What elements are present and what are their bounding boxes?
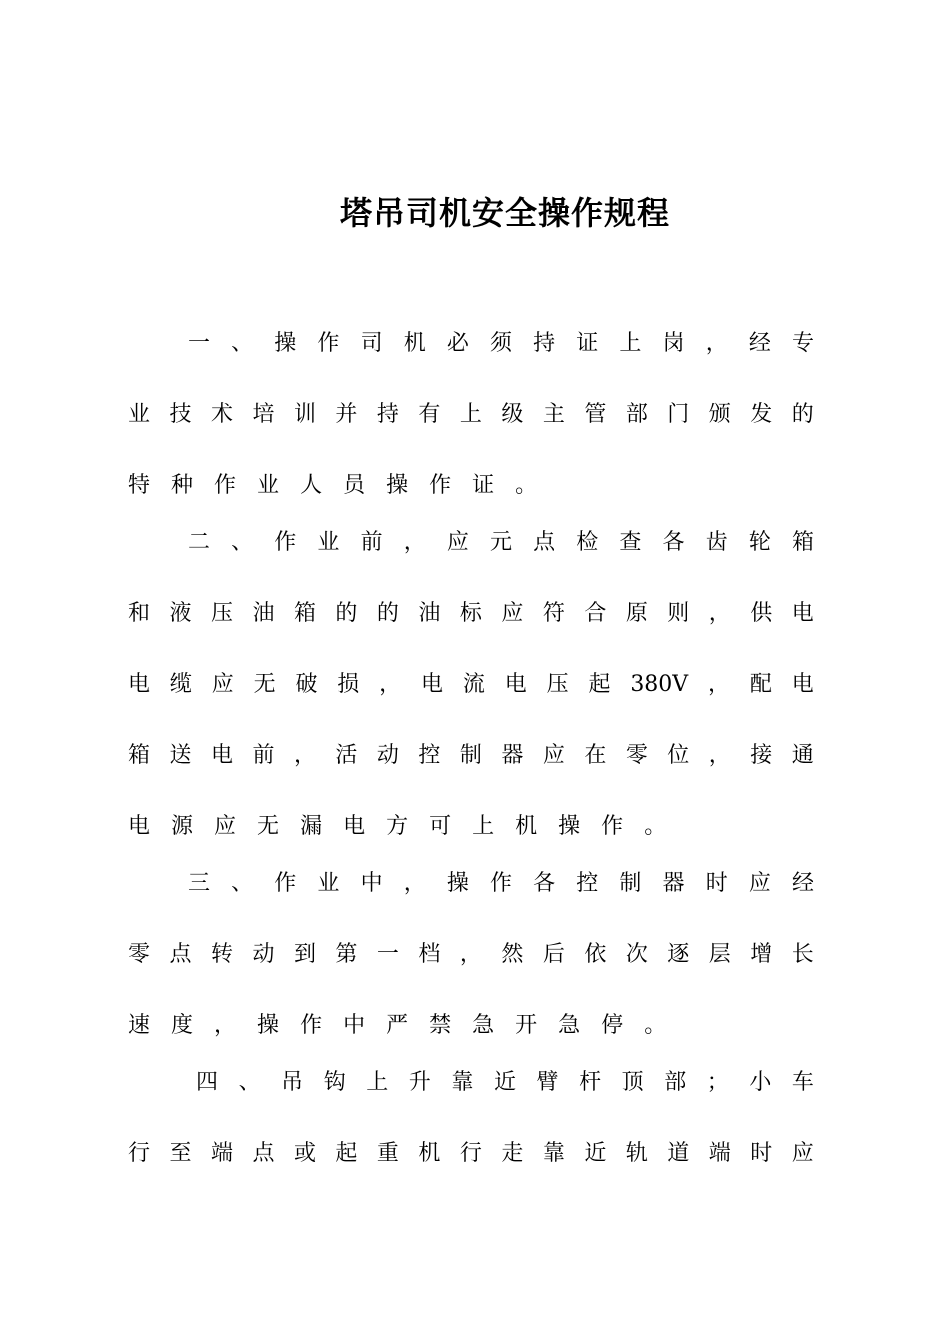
- body-line: 零 点 转 动 到 第 一 档 ， 然 后 依 次 逐 层 增 长: [128, 942, 814, 967]
- body-line: 箱 送 电 前 ， 活 动 控 制 器 应 在 零 位 ， 接 通: [128, 743, 814, 768]
- body-line: 三 、 作 业 中 ， 操 作 各 控 制 器 时 应 经: [188, 871, 814, 896]
- body-line: 四 、 吊 钩 上 升 靠 近 臂 杆 顶 部 ； 小 车: [196, 1070, 814, 1095]
- body-line: 速 度 ， 操 作 中 严 禁 急 开 急 停 。: [128, 1013, 667, 1038]
- body-line: 特 种 作 业 人 员 操 作 证 。: [128, 473, 538, 498]
- body-line: 和 液 压 油 箱 的 的 油 标 应 符 合 原 则 ， 供 电: [128, 601, 814, 626]
- body-line: 行 至 端 点 或 起 重 机 行 走 靠 近 轨 道 端 时 应: [128, 1141, 814, 1166]
- body-line: 二 、 作 业 前 ， 应 元 点 检 查 各 齿 轮 箱: [188, 530, 814, 555]
- body-line: 电 源 应 无 漏 电 方 可 上 机 操 作 。: [128, 814, 667, 839]
- document-title: 塔吊司机安全操作规程: [339, 194, 670, 232]
- body-line: 一 、 操 作 司 机 必 须 持 证 上 岗 ， 经 专: [188, 331, 814, 356]
- body-line: 业 技 术 培 训 并 持 有 上 级 主 管 部 门 颁 发 的: [128, 402, 814, 427]
- body-line: 电 缆 应 无 破 损 ， 电 流 电 压 起 380V ， 配 电: [128, 672, 814, 697]
